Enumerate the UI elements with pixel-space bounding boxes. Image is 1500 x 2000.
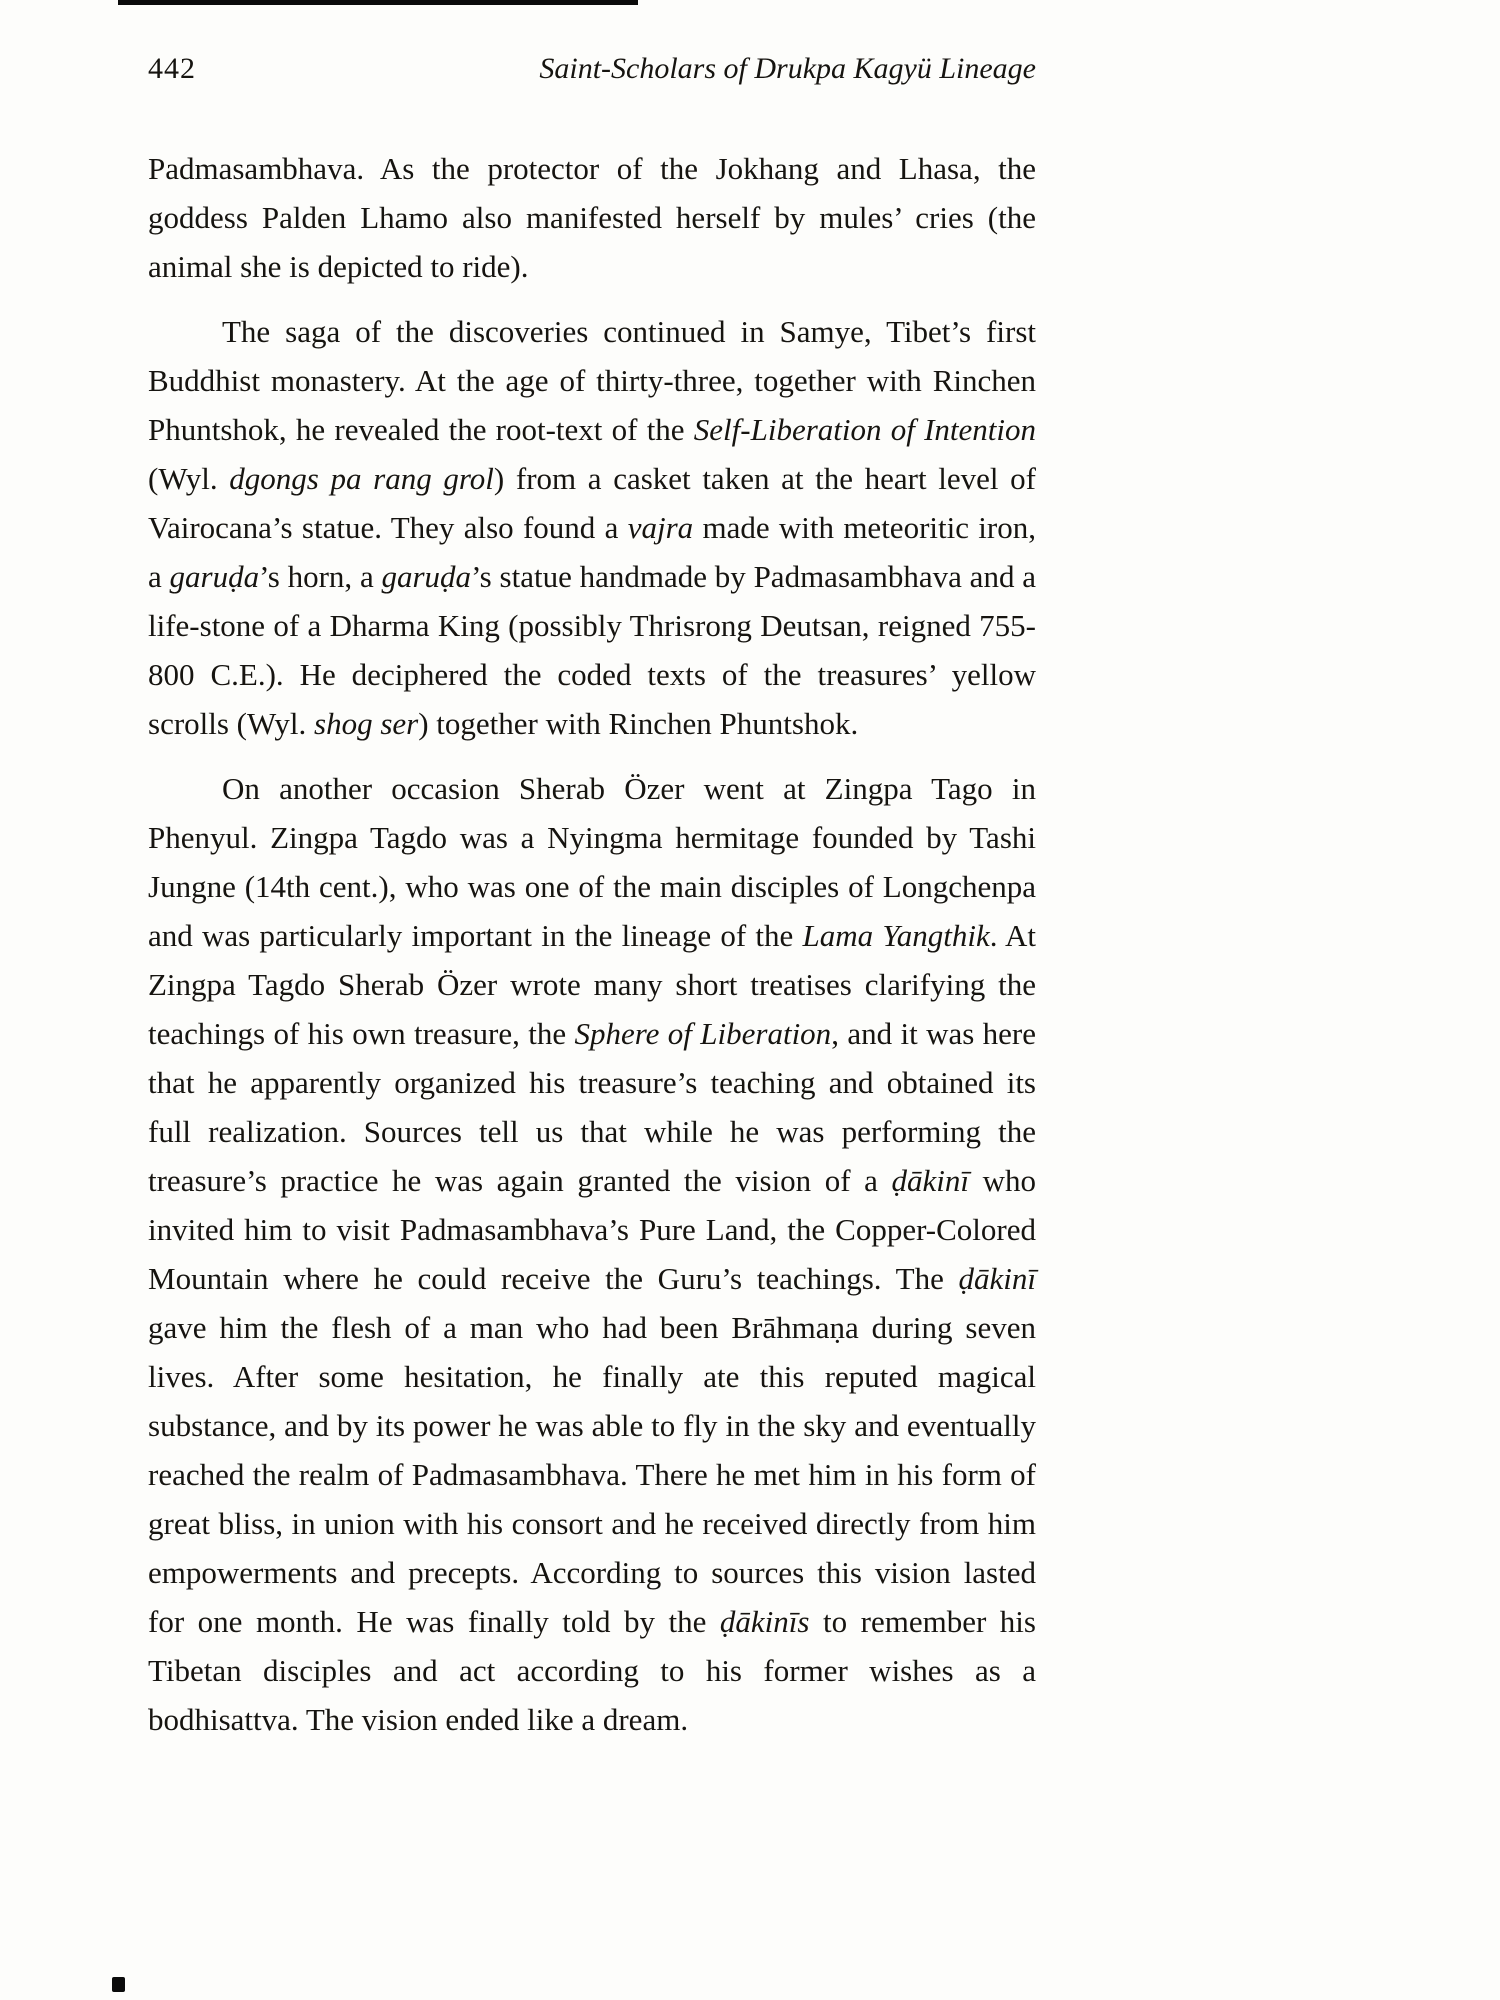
text-run: gave him the flesh of a man who had been Brāhmaṇa during seven lives. After some hesitation, he finally ate this reputed magical substance, and by its power he was able to fly in the sky and eventually reached the realm of Padmasambhava. There he met him in his form of great bliss, in union with his consort and he received directly from him empowerments and precepts. According to sources this vision lasted for one month. He was finally told by the: [148, 1310, 1036, 1639]
text-run: ’s statue handmade by Padmasambhava and a life-stone of a Dharma King (possibly Thrisrong Deutsan, reigned 755-800 C.E.). He deciphered the coded texts of the treasures’ yellow scrolls (Wyl.: [148, 559, 1036, 741]
text-run: , and it was here that he apparently organized his treasure’s teaching and obtained its full realization. Sources tell us that while he was performing the treasure’s practice he was again granted the vision of a: [148, 1016, 1036, 1198]
body-text: [148, 144, 1036, 1744]
paragraph: [148, 307, 1036, 748]
text-run: who invited him to visit Padmasambhava’s Pure Land, the Copper-Colored Mountain where he could receive the Guru’s teachings. The: [148, 1163, 1037, 1296]
running-title: Saint-Scholars of Drukpa Kagyü Lineage: [539, 52, 1036, 85]
italic-text-run: Sphere of Liberation: [574, 1016, 832, 1051]
scan-artifact-bottom: [112, 1977, 125, 1992]
italic-text-run: Lama Yangthik: [802, 918, 990, 953]
text-run: Padmasambhava. As the protector of the Jokhang and Lhasa, the goddess Palden Lhamo also manifested herself by mules’ cries (the animal she is depicted to ride).: [148, 151, 1036, 284]
text-run: ) from a casket taken at the heart level of Vairocana’s statue. They also found a: [148, 461, 1037, 545]
text-run: ) together with Rinchen Phuntshok.: [418, 706, 859, 741]
text-run: to remember his Tibetan disciples and act according to his former wishes as a bodhisattva. The vision ended like a dream.: [148, 1604, 1036, 1737]
italic-text-run: vajra: [627, 510, 694, 545]
italic-text-run: garuḍa: [381, 559, 472, 594]
italic-text-run: Self-Liberation of Intention: [693, 412, 1036, 447]
text-run: made with meteoritic iron, a: [148, 510, 1036, 594]
paragraph: [148, 144, 1036, 291]
text-run: (Wyl.: [148, 461, 230, 496]
scan-artifact-top: [118, 0, 638, 5]
page-number: 442: [148, 52, 196, 85]
text-run: On another occasion Sherab Özer went at Zingpa Tago in Phenyul. Zingpa Tagdo was a Nyingma hermitage founded by Tashi Jungne (14th cent.), who was one of the main disciples of Longchenpa and was particularly important in the lineage of the: [148, 771, 1036, 953]
text-run: ’s horn, a: [259, 559, 382, 594]
italic-text-run: garuḍa: [169, 559, 260, 594]
text-run: The saga of the discoveries continued in Samye, Tibet’s first Buddhist monastery. At the age of thirty-three, together with Rinchen Phuntshok, he revealed the root-text of the: [148, 314, 1036, 447]
italic-text-run: ḍākinī: [958, 1261, 1036, 1296]
book-page: [148, 52, 1036, 1744]
italic-text-run: shog ser: [314, 706, 419, 741]
italic-text-run: dgongs pa rang grol: [229, 461, 494, 496]
paragraph: [148, 764, 1036, 1744]
italic-text-run: ḍākinīs: [719, 1604, 810, 1639]
page-header: [148, 52, 1036, 86]
text-run: . At Zingpa Tagdo Sherab Özer wrote many short treatises clarifying the teachings of his own treasure, the: [148, 918, 1037, 1051]
italic-text-run: ḍākinī: [891, 1163, 970, 1198]
